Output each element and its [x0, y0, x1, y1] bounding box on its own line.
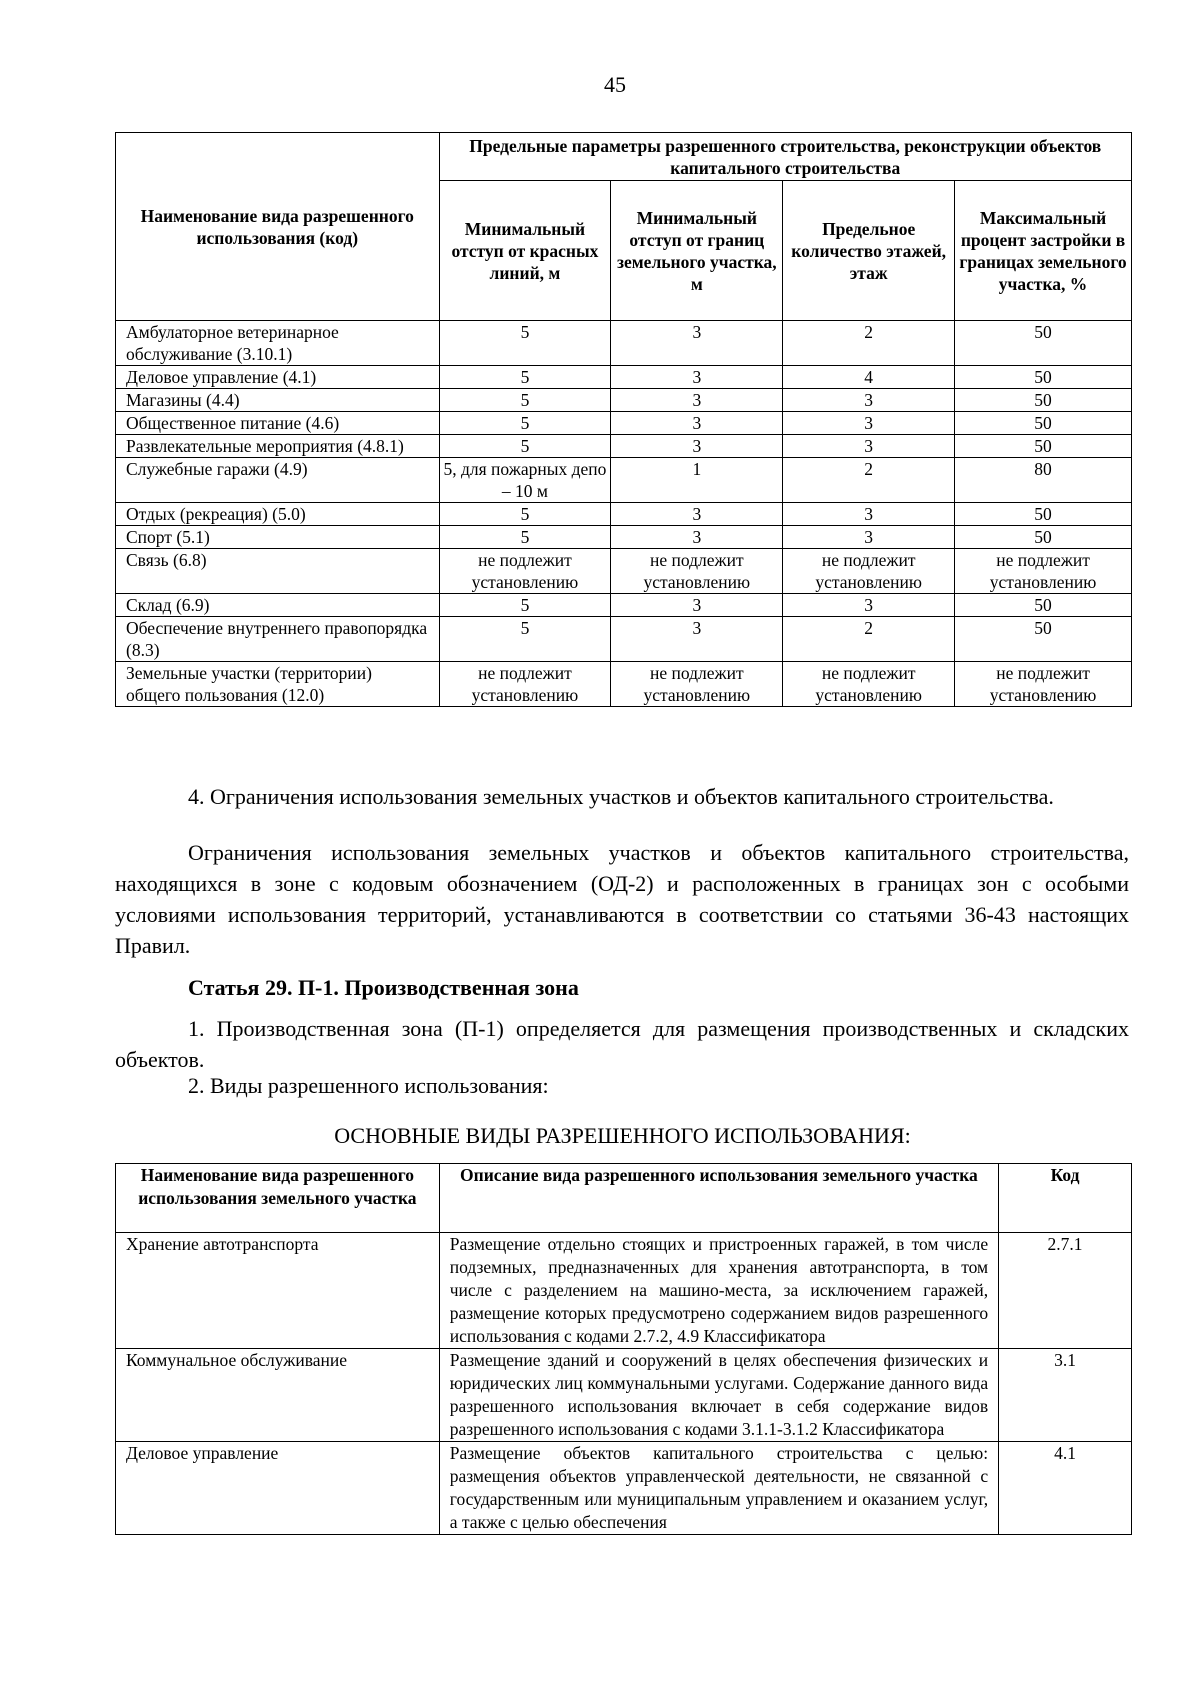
cell-value: 5: [439, 366, 611, 389]
cell-value: 3: [783, 435, 955, 458]
row-name: Склад (6.9): [116, 594, 440, 617]
table-row: [116, 1349, 1132, 1442]
cell-value: 50: [955, 594, 1132, 617]
table2-header-name: Наименование вида разрешенного использования земельного участка: [116, 1164, 440, 1233]
cell-value: 50: [955, 321, 1132, 366]
cell-value: 1: [611, 458, 783, 503]
cell-value: 5: [439, 503, 611, 526]
table1-header-col: Предельное количество этажей, этаж: [783, 181, 955, 321]
parameters-table: [115, 132, 1132, 707]
table-row: [116, 1442, 1132, 1535]
cell-value: 5: [439, 321, 611, 366]
table-row: [116, 366, 1132, 389]
cell-value: 3: [783, 412, 955, 435]
cell-value: не подлежит установлению: [955, 549, 1132, 594]
cell-value: 50: [955, 389, 1132, 412]
cell-value: 3: [611, 321, 783, 366]
cell-value: 3: [783, 503, 955, 526]
row-name: Отдых (рекреация) (5.0): [116, 503, 440, 526]
paragraph-zone-purpose: 1. Производственная зона (П-1) определяется для размещения производственных и складских объектов.: [115, 1016, 1129, 1072]
row-name: Служебные гаражи (4.9): [116, 458, 440, 503]
table-row: [116, 435, 1132, 458]
row-name: Амбулаторное ветеринарное обслуживание (3.10.1): [116, 321, 440, 366]
table1-header-name: Наименование вида разрешенного использования (код): [116, 133, 440, 321]
row-name: Обеспечение внутреннего правопорядка (8.3): [116, 617, 440, 662]
cell-value: 5: [439, 412, 611, 435]
row-name: Магазины (4.4): [116, 389, 440, 412]
cell-value: не подлежит установлению: [783, 549, 955, 594]
row-name: Общественное питание (4.6): [116, 412, 440, 435]
cell-value: не подлежит установлению: [955, 662, 1132, 707]
table-row: [116, 662, 1132, 707]
cell-value: 4: [783, 366, 955, 389]
row-name: Связь (6.8): [116, 549, 440, 594]
cell-value: не подлежит установлению: [783, 662, 955, 707]
cell-value: 5: [439, 594, 611, 617]
cell-value: не подлежит установлению: [439, 662, 611, 707]
cell-value: не подлежит установлению: [439, 549, 611, 594]
cell-value: 5: [439, 435, 611, 458]
cell-value: 3: [783, 389, 955, 412]
usage-name: Хранение автотранспорта: [116, 1233, 440, 1349]
paragraph-usage-types: 2. Виды разрешенного использования:: [188, 1073, 549, 1098]
table-row: [116, 526, 1132, 549]
cell-value: 3: [611, 594, 783, 617]
cell-value: 3: [611, 617, 783, 662]
usage-name: Коммунальное обслуживание: [116, 1349, 440, 1442]
table-row: [116, 503, 1132, 526]
cell-value: 3: [611, 435, 783, 458]
cell-value: 50: [955, 526, 1132, 549]
cell-value: 3: [611, 389, 783, 412]
table1-header-group: Предельные параметры разрешенного строительства, реконструкции объектов капитального строительства: [439, 133, 1132, 181]
usage-code: 2.7.1: [999, 1233, 1132, 1349]
cell-value: 5: [439, 617, 611, 662]
article-heading: Статья 29. П-1. Производственная зона: [188, 975, 579, 1000]
row-name: Деловое управление (4.1): [116, 366, 440, 389]
table1-header-col: Минимальный отступ от красных линий, м: [439, 181, 611, 321]
cell-value: 50: [955, 617, 1132, 662]
cell-value: 2: [783, 321, 955, 366]
cell-value: 3: [783, 526, 955, 549]
usage-description: Размещение отдельно стоящих и пристроенных гаражей, в том числе подземных, предназначенных для хранения автотранспорта, в том числе с разделением на машино-места, за исключением гаражей, размещение которых предусмотрено содержанием видов разрешенного использования с кодами 2.7.2, 4.9 Классификатора: [439, 1233, 998, 1349]
cell-value: 50: [955, 412, 1132, 435]
paragraph-restrictions-title: 4. Ограничения использования земельных участков и объектов капитального строительства.: [188, 784, 1054, 809]
table1-header-col: Минимальный отступ от границ земельного участка, м: [611, 181, 783, 321]
cell-value: 2: [783, 458, 955, 503]
cell-value: 3: [611, 503, 783, 526]
table-row: [116, 458, 1132, 503]
usage-code: 4.1: [999, 1442, 1132, 1535]
table-row: [116, 389, 1132, 412]
table-row: [116, 594, 1132, 617]
table1-header-col: Максимальный процент застройки в границах земельного участка, %: [955, 181, 1132, 321]
cell-value: 2: [783, 617, 955, 662]
paragraph-restrictions-body: Ограничения использования земельных участков и объектов капитального строительства, находящихся в зоне с кодовым обозначением (ОД-2) и расположенных в границах зон с особыми условиями использования территорий, устанавливаются в соответствии со статьями 36-43 настоящих Правил.: [115, 840, 1129, 958]
row-name: Земельные участки (территории) общего пользования (12.0): [116, 662, 440, 707]
table2-header-description: Описание вида разрешенного использования земельного участка: [439, 1164, 998, 1233]
cell-value: не подлежит установлению: [611, 662, 783, 707]
table2-header-code: Код: [999, 1164, 1132, 1233]
table-caption: ОСНОВНЫЕ ВИДЫ РАЗРЕШЕННОГО ИСПОЛЬЗОВАНИЯ:: [334, 1123, 911, 1148]
page-number: 45: [604, 72, 626, 97]
usage-types-table: [115, 1163, 1132, 1535]
cell-value: 50: [955, 503, 1132, 526]
cell-value: 50: [955, 366, 1132, 389]
table-row: [116, 617, 1132, 662]
row-name: Развлекательные мероприятия (4.8.1): [116, 435, 440, 458]
usage-description: Размещение зданий и сооружений в целях обеспечения физических и юридических лиц коммунальными услугами. Содержание данного вида разрешенного использования включает в себя содержание видов разрешенного использования с кодами 3.1.1-3.1.2 Классификатора: [439, 1349, 998, 1442]
table-row: [116, 1233, 1132, 1349]
cell-value: 3: [611, 366, 783, 389]
cell-value: 3: [611, 412, 783, 435]
table-row: [116, 549, 1132, 594]
usage-code: 3.1: [999, 1349, 1132, 1442]
row-name: Спорт (5.1): [116, 526, 440, 549]
cell-value: 5: [439, 389, 611, 412]
table-row: [116, 321, 1132, 366]
cell-value: 5: [439, 526, 611, 549]
cell-value: 3: [783, 594, 955, 617]
cell-value: 3: [611, 526, 783, 549]
usage-name: Деловое управление: [116, 1442, 440, 1535]
cell-value: 5, для пожарных депо – 10 м: [439, 458, 611, 503]
table-row: [116, 412, 1132, 435]
cell-value: не подлежит установлению: [611, 549, 783, 594]
cell-value: 50: [955, 435, 1132, 458]
usage-description: Размещение объектов капитального строительства с целью: размещения объектов управленческой деятельности, не связанной с государственным или муниципальным управлением и оказанием услуг, а также с целью обеспечения: [439, 1442, 998, 1535]
cell-value: 80: [955, 458, 1132, 503]
